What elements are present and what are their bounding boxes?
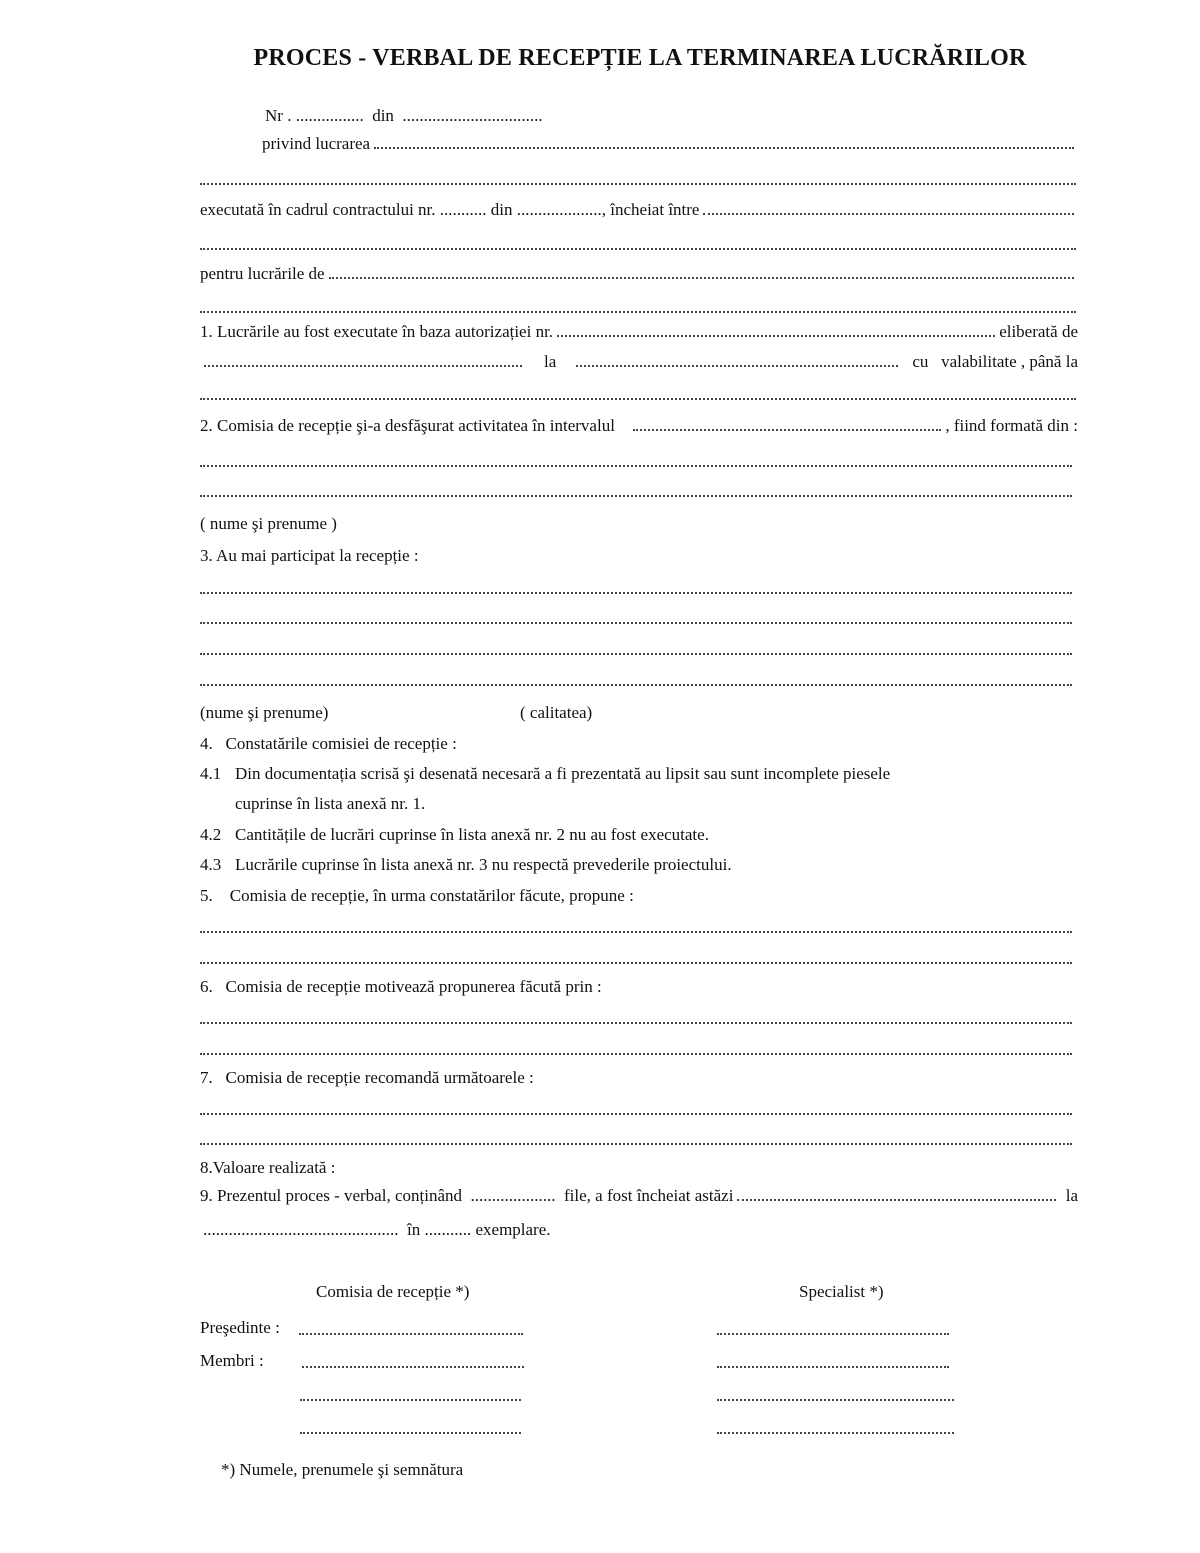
item2-note: ( nume şi prenume ) — [200, 514, 337, 533]
blank-line — [200, 465, 1072, 467]
blank-line — [200, 1053, 1072, 1055]
signature-line — [717, 1333, 949, 1335]
blank-line — [200, 248, 1076, 250]
blank-field — [703, 213, 1074, 215]
blank-field — [737, 1199, 1055, 1201]
item8-line: 8.Valoare realizată : — [200, 1158, 336, 1177]
item1-valabilitate: cu valabilitate , până la — [912, 352, 1078, 371]
commission-heading: Comisia de recepție *) — [316, 1282, 470, 1301]
item4-2-text: Cantitățile de lucrări cuprinse în lista anexă nr. 2 nu au fost executate. — [235, 825, 709, 844]
item3-note-name: (nume şi prenume) — [200, 703, 329, 722]
blank-field — [204, 365, 522, 367]
item1-line1 — [200, 322, 1078, 346]
blank-line — [200, 1113, 1072, 1115]
pentru-label: pentru lucrările de — [200, 264, 325, 283]
blank-field — [576, 365, 898, 367]
item2-line — [200, 416, 1078, 440]
item7-line: 7. Comisia de recepție recomandă următoarele : — [200, 1068, 534, 1087]
item1-text: 1. Lucrările au fost executate în baza autorizației nr. — [200, 322, 554, 341]
item3-note-quality: ( calitatea) — [520, 703, 593, 722]
blank-field — [557, 335, 995, 337]
item9-text: 9. Prezentul proces - verbal, conținând .................... file, a fost încheiat astăzi — [200, 1186, 734, 1205]
blank-line — [200, 622, 1072, 624]
contract-line — [200, 200, 1078, 224]
blank-line — [200, 684, 1072, 686]
item2-end: , fiind formată din : — [945, 416, 1078, 435]
blank-line — [200, 183, 1076, 185]
item2-text: 2. Comisia de recepție şi-a desfăşurat activitatea în intervalul — [200, 416, 615, 435]
item1-line2 — [200, 352, 1078, 376]
item3-line: 3. Au mai participat la recepție : — [200, 546, 419, 565]
blank-field — [329, 277, 1074, 279]
privind-line — [262, 134, 1078, 158]
nr-line: Nr . ................ din ................................. — [265, 106, 543, 125]
item4-1-text2: cuprinse în lista anexă nr. 1. — [235, 794, 426, 813]
item6-line: 6. Comisia de recepție motivează propunerea făcută prin : — [200, 977, 602, 996]
blank-line — [200, 311, 1076, 313]
blank-line — [200, 962, 1072, 964]
president-label: Preşedinte : — [200, 1318, 280, 1337]
footnote: *) Numele, prenumele şi semnătura — [221, 1460, 464, 1479]
privind-label: privind lucrarea — [262, 134, 371, 153]
blank-line — [200, 931, 1072, 933]
blank-line — [200, 592, 1072, 594]
item9-line2: .............................................. în ........... exemplare. — [203, 1220, 551, 1239]
blank-field — [633, 429, 941, 431]
item1-la: la — [544, 352, 557, 371]
blank-line — [200, 1143, 1072, 1145]
item9-line1 — [200, 1186, 1078, 1210]
signature-line — [300, 1399, 521, 1401]
blank-field — [374, 147, 1074, 149]
signature-line — [717, 1432, 954, 1434]
item9-la: la — [1065, 1186, 1078, 1205]
item4-line: 4. Constatările comisiei de recepție : — [200, 734, 457, 753]
contract-text: executată în cadrul contractului nr. ........... din ...................., încheiat între — [200, 200, 700, 219]
item4-1-num: 4.1 — [200, 764, 222, 783]
item5-line: 5. Comisia de recepție, în urma constatărilor făcute, propune : — [200, 886, 634, 905]
blank-line — [200, 653, 1072, 655]
item1-eliberata: eliberată de — [999, 322, 1078, 341]
item4-1-text: Din documentația scrisă şi desenată necesară a fi prezentată au lipsit sau sunt incomplete piesele — [235, 764, 891, 783]
signature-line — [302, 1366, 524, 1368]
item4-3-text: Lucrările cuprinse în lista anexă nr. 3 nu respectă prevederile proiectului. — [235, 855, 732, 874]
item4-2-num: 4.2 — [200, 825, 222, 844]
specialist-heading: Specialist *) — [799, 1282, 884, 1301]
blank-line — [200, 398, 1076, 400]
item4-3-num: 4.3 — [200, 855, 222, 874]
members-label: Membri : — [200, 1351, 264, 1370]
blank-line — [200, 1022, 1072, 1024]
signature-line — [300, 1432, 521, 1434]
blank-line — [200, 495, 1072, 497]
pentru-line — [200, 264, 1078, 288]
document-title: PROCES - VERBAL DE RECEPȚIE LA TERMINAREA LUCRĂRILOR — [253, 45, 1027, 71]
signature-line — [299, 1333, 523, 1335]
signature-line — [717, 1399, 954, 1401]
signature-line — [717, 1366, 949, 1368]
